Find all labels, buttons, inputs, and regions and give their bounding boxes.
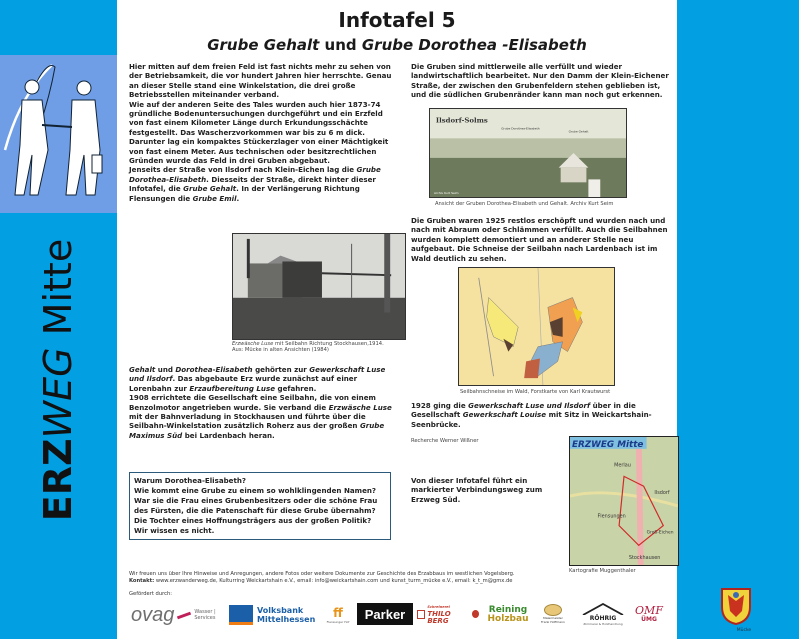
sponsor-ovag-logo: ovag Wasser | Services [131, 603, 216, 626]
sponsor-maler-hoffmann-logo: Malermeister Frank Hoffmann [535, 598, 571, 630]
info-panel [117, 0, 677, 639]
svg-text:ERZWEG Mitte: ERZWEG Mitte [571, 439, 644, 450]
right-paragraph-1: Die Gruben sind mittlerweile alle verfüllt und wieder landwirtschaftlich bearbeitet. Nur den Damm der Klein-Eichener Straße, der zwischen den Grubenfeldern stehen geblieben ist, und die südlichen Grubenränder kann man noch gut erkennen. [411, 62, 669, 100]
left-paragraph-2: Gehalt und Dorothea-Elisabeth gehörten zur Gewerkschaft Luse und Ilsdorf. Das abgebaute Erz wurde zunächst auf einer Lorenbahn zur Erzaufbereitung Luse gefahren. 1908 errichtete die Gesellschaft eine Seilbahn, die von einem Benzolmotor angetrieben wurde. Sie verband die Erzwäsche Luse mit der Bahnverladung in Stockhausen und führte über die Seilbahn-Winkelstation zusätzlich Roherz aus der großen Grube Maximus Süd bei Lardenbach heran. [129, 365, 392, 440]
forest-map-icon [459, 268, 614, 385]
sponsor-reining-holzbau-logo: Reining Holzbau [487, 605, 529, 624]
ilsdorf-photo-caption: Ansicht der Gruben Dorothea-Elisabeth und Gehalt. Archiv Kurt Seim [435, 201, 614, 207]
right-paragraph-4: Von dieser Infotafel führt ein markierter Verbindungsweg zum Erzweg Süd. [411, 476, 543, 504]
svg-text:Groß-Eichen: Groß-Eichen [646, 530, 674, 536]
svg-text:Merlau: Merlau [614, 462, 631, 469]
roof-icon [581, 603, 625, 615]
historic-photo-icon [233, 234, 405, 339]
page-title: Infotafel 5 [338, 8, 456, 32]
page-subtitle: Grube Gehalt und Grube Dorothea -Elisabeth [207, 36, 587, 54]
sponsor-volksbank-logo: Volksbank Mittelhessen [229, 602, 321, 628]
crest-caption: Mücke [736, 628, 752, 633]
coat-of-arms-icon [720, 587, 752, 625]
right-brand-strip [677, 0, 799, 639]
muecke-coat-of-arms [720, 587, 752, 625]
sponsor-flensunger-hof-logo: ff Flensunger Hof [326, 606, 350, 624]
svg-text:Stockhausen: Stockhausen [628, 555, 661, 562]
svg-text:Ilsdorf: Ilsdorf [654, 490, 670, 497]
right-paragraph-2: Die Gruben waren 1925 restlos erschöpft und wurden nach und nach mit Abraum oder Schlämmen verfüllt. Auch die Seilbahnen wurden komplett demontiert und an anderer Stelle neu aufgebaut. Die Schneise der Seilbahn nach Lardenbach ist im Wald deutlich zu sehen. [411, 216, 668, 263]
funded-by-label: Gefördert durch: [129, 591, 173, 597]
footer-feedback-text: Wir freuen uns über Ihre Hinweise und Anregungen, andere Fotos oder weitere Dokumente zur Geschichte des Erzabbaus im westlichen Vogelsberg. Kontakt: www.erzwanderweg.de, Kulturring Weickartshain e.V., email: info@weickartshain.com und kunst_turm_mücke e.V., email: k_t_m@gmx.de [129, 571, 515, 584]
question-box: Warum Dorothea-Elisabeth? Wie kommt eine Grube zu einem so wohlklingenden Namen? War sie die Frau eines Grubenbesitzers oder die schöne Frau des Fürsten, die die Patenschaft für diese Grube übernahm? Die Tochter eines Hoffnungsträgers aus der großen Politik? Wir wissen es nicht. [129, 472, 391, 540]
ilsdorf-solms-photo [429, 108, 627, 198]
volksbank-icon [229, 605, 253, 625]
route-map-icon [570, 437, 678, 565]
right-paragraph-3: 1928 ging die Gewerkschaft Luse und Ilsdorf über in die Gesellschaft Gewerkschaft Louise mit Sitz in Weickartshain-Seenbrücke. [411, 401, 652, 429]
forest-map [458, 267, 615, 386]
sponsor-thilo-berg-logo: Schreinerei THILO BERG [417, 602, 479, 626]
sponsor-parker-logo: Parker [357, 603, 413, 625]
svg-text:Grube Gehalt: Grube Gehalt [568, 129, 589, 134]
forest-map-caption: Seilbahnschneise im Wald, Forstkarte von Karl Krautwurst [460, 389, 611, 395]
thilo-berg-icon [417, 610, 425, 619]
paint-palette-icon [544, 604, 562, 616]
left-paragraph-1: Hier mitten auf dem freien Feld ist fast nichts mehr zu sehen von der Betriebsamkeit, die vor hundert Jahren hier herrschte. Genau an dieser Stelle stand eine Winkelstation, die drei große Betriebsstellen miteinander verband. Wie auf der anderen Seite des Tales wurden auch hier 1873-74 gründliche Bodenuntersuchungen durchgeführt und ein Erzfeld von fast einem Kilometer Länge durch Erkundungsschächte festgestellt. Das Wascherzvorkommen war bis zu 6 m dick. Darunter lag ein kompaktes Stückerzlager von einer Mächtigkeit von fast einem Meter. Aus technischen oder besitzrechtlichen Gründen wurde das Feld in drei Gruben abgebaut. Jenseits der Straße von Ilsdorf nach Klein-Eichen lag die Grube Dorothea-Elisabeth. Diesseits der Straße, direkt hinter dieser Infotafel, die Grube Gehalt. In der Verlängerung Richtung Flensungen die Grube Emil. [129, 62, 392, 203]
thilo-berg-badge-icon [472, 610, 479, 618]
erzweg-route-map [569, 436, 679, 566]
miners-handshake-icon [0, 55, 117, 213]
sponsor-omf-umg-logo: OMF ÜMG [635, 604, 663, 623]
erzwaesche-luse-photo [232, 233, 406, 340]
village-photo-icon [430, 109, 626, 197]
svg-text:Flensungen: Flensungen [597, 513, 626, 520]
sponsor-roehrig-logo: RÖHRIG Zimmerei & Holzhandlung [577, 600, 629, 628]
ovag-swoosh-icon [177, 611, 191, 619]
miners-illustration [0, 55, 117, 213]
erzwaesche-photo-caption: Erzwäsche Luse mit Seilbahn Richtung Stockhausen,1914. Aus: Mücke in alten Ansichten (1984) [232, 341, 384, 354]
erzweg-mitte-vertical-title: ERZWEG Mitte [36, 238, 80, 522]
svg-text:Grube Dorothea-Elisabeth: Grube Dorothea-Elisabeth [501, 126, 540, 131]
route-map-caption: Kartografie Muggenthaler [569, 568, 636, 574]
research-credit: Recherche Werner Wißner [411, 438, 479, 444]
flensunger-hof-icon: ff [333, 606, 343, 620]
svg-text:Archiv Kurt Seim: Archiv Kurt Seim [433, 191, 459, 196]
svg-text:Ilsdorf-Solms: Ilsdorf-Solms [435, 116, 488, 125]
